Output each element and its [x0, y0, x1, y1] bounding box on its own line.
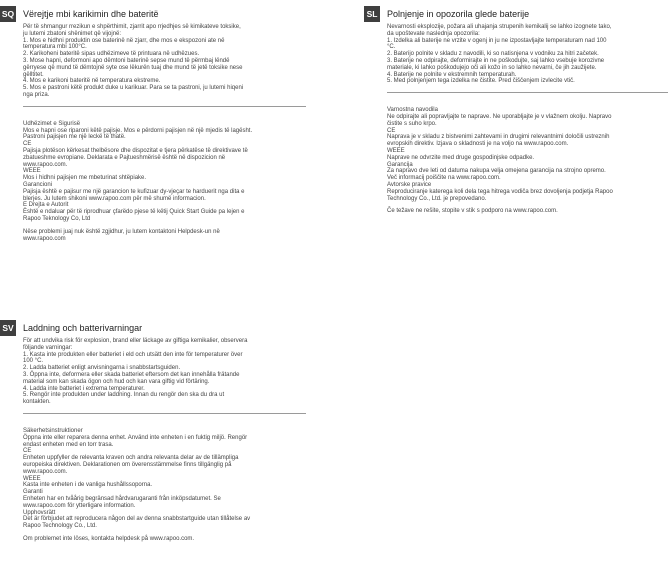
text-line: E Drejta e Autorit	[23, 202, 69, 209]
text-line: 1. Izdelka ali baterije ne vrzite v ogenj in ju ne izpostavljajte temperaturam nad 100	[387, 37, 607, 44]
warning-text-block	[387, 24, 656, 85]
section-header	[0, 5, 292, 23]
language-code-badge: SV	[0, 320, 16, 336]
text-line: Rapoo Teknology Co, Ltd	[23, 215, 91, 222]
text-line: europeiska direktiven. Deklarationen om överensstämmelse finns tillgänglig på	[23, 461, 232, 468]
text-line: 2. Baterijo polnite v skladu z navodili, ki so natisnjena v vodniku za hitri začetek.	[387, 51, 599, 58]
text-line: ju lutemi zbatoni shënimet që vijojnë:	[23, 30, 122, 37]
section-header	[0, 319, 292, 337]
text-line: Naprava je v skladu z bistvenimi zahtevami in drugimi relevantnimi določili ustreznih	[387, 134, 610, 141]
text-line: Kasta inte enheten i de vanliga hushållssoporna.	[23, 482, 153, 489]
text-line: följande varningar:	[23, 344, 73, 351]
text-line: 1. Kasta inte produkten eller batteriet i eld och utsätt den inte för temperaturer över	[23, 351, 243, 358]
text-line: blerjes. Ju lutem shikoni www.rapoo.com për më shumë informacion.	[23, 195, 206, 202]
text-line: 3. Mose hapni, deformoni apo dëmtoni baterinë sepse mund të përmbaj lëndë	[23, 57, 230, 64]
text-line: Det är förbjudet att reproducera någon del av denna snabbstartguide utan tillåtelse av	[23, 516, 251, 523]
helpdesk-text: Če težave ne rešite, stopite v stik s podporo na www.rapoo.com.	[387, 208, 558, 215]
text-line: °C.	[387, 44, 396, 51]
text-line: Technology Co., Ltd. je prepovedano.	[387, 195, 487, 202]
safety-info-block	[387, 107, 656, 202]
language-code-badge: SQ	[0, 6, 16, 22]
text-line: materiale, ki lahko poškodujejo oči ali kožo in so lahko nevarni, če jih zaužijete.	[387, 64, 597, 71]
section-slovenian	[364, 5, 656, 215]
text-line: Rapoo Technology Co., Ltd.	[23, 523, 97, 530]
text-line: 100 °C.	[23, 358, 44, 365]
text-line: Garancija	[387, 161, 413, 168]
text-line: material som kan skada ögon och hud och kan vara giftig vid förtäring.	[23, 378, 210, 385]
text-line: temperatura mbi 100°C.	[23, 44, 87, 51]
text-line: gërryese që mund të dëmtojnë syte ose lëkurën tuaj dhe mund të jetë toksike nese	[23, 64, 243, 71]
text-line: Naprave ne odvrzite med druge gospodinjske odpadke.	[387, 154, 535, 161]
text-line: Garancioni	[23, 181, 53, 188]
text-line: 5. Rengör inte produkten under laddning. Innan du rengör den ska du dra ut	[23, 392, 225, 399]
text-line: Ne odpirajte ali popravljajte te naprave. Ne uporabljajte je v vlažnem okolju. Napravo	[387, 113, 612, 120]
text-line: WEEE	[23, 475, 41, 482]
helpdesk-text-cont: www.rapoo.com	[23, 235, 66, 242]
text-line: kontakten.	[23, 399, 51, 406]
helpdesk-text: Om problemet inte löses, kontakta helpdesk på www.rapoo.com.	[23, 535, 195, 542]
text-line: 3. Baterije ne odpirajte, deformirajte in ne poškodujte, saj lahko vsebuje korozivne	[387, 57, 605, 64]
text-line: www.rapoo.com.	[23, 468, 68, 475]
text-line: WEEE	[387, 147, 405, 154]
text-line: da upoštevate naslednja opozorila:	[387, 30, 480, 37]
text-line: Öppna inte eller reparera denna enhet. Använd inte enheten i en fuktig miljö. Rengör	[23, 434, 248, 441]
warning-text-block	[23, 24, 292, 99]
text-line: Pastroni pajisjen me një leckë të thatë.	[23, 134, 126, 141]
text-line: zbatueshme evropiane. Deklarata e Pajtueshmërisë është në dispozicion në	[23, 154, 226, 161]
text-line: Reproduciranje katerega koli dela tega hitrega vodiča brez dovoljenja podjetja Rapoo	[387, 188, 613, 195]
text-line: Pajisja plotëson kërkesat thelbësore dhe dispozitat e tjera përkatëse të direktivave të	[23, 147, 248, 154]
text-line: Enheten uppfyller de relevanta kraven och andra relevanta delar av de tillämpliga	[23, 455, 239, 462]
text-line: Është e ndaluar për të riprodhuar çfarëdo pjese të këtij Quick Start Guide pa lejen e	[23, 209, 245, 216]
section-title: Vërejtje mbi karikimin dhe bateritë	[23, 9, 159, 19]
text-line: Varnostna navodila	[387, 107, 438, 114]
text-line: Garanti	[23, 489, 43, 496]
text-line: 3. Öppna inte, deformera eller skada batteriet eftersom det kan innehålla frätande	[23, 371, 240, 378]
text-line: čistite s suho krpo.	[387, 120, 437, 127]
text-line: 4. Ladda inte batteriet i extrema temperaturer.	[23, 385, 145, 392]
text-line: Mos e hapni ose riparoni këtë pajisje. Mos e përdorni pajisjen në një mjedis të lagësht.	[23, 127, 253, 134]
text-line: Nevarnosti eksplozije, požara ali uhajanja strupenih kemikalij se lahko izognete tako,	[387, 24, 612, 30]
text-line: Mos i hidhni pajisjen me mbeturinat shtëpiake.	[23, 175, 147, 182]
section-header	[364, 5, 656, 23]
text-line: nga priza.	[23, 91, 50, 98]
divider	[23, 413, 306, 414]
text-line: endast enheten med en torr trasa.	[23, 441, 114, 448]
text-line: 2. Karikoheni bateritë sipas udhëzimeve të printuara në udhëzues.	[23, 51, 200, 58]
text-line: CE	[23, 141, 32, 148]
text-line: Për të shmangur rrezikun e shpërthimit, zjarrit apo rrjedhjes së kimikateve toksike,	[23, 24, 241, 30]
text-line: CE	[387, 127, 396, 134]
section-albanian	[0, 5, 292, 242]
text-line: 4. Baterije ne polnite v ekstremnih temperaturah.	[387, 71, 517, 78]
text-line: Pajisja është e pajisur me një garancion te kufizuar dy-vjeçar te harduerit nga dita e	[23, 188, 245, 195]
text-line: evropskih direktiv. Izjava o skladnosti je na voljo na www.rapoo.com.	[387, 141, 569, 148]
section-swedish	[0, 319, 292, 543]
text-line: Avtorske pravice	[387, 181, 432, 188]
section-title: Laddning och batterivarningar	[23, 323, 143, 333]
section-title: Polnjenje in opozorila glede baterije	[387, 9, 530, 19]
text-line: 5. Med polnjenjem tega izdelka ne čistite. Pred čiščenjem izvlecite vtič.	[387, 78, 575, 85]
text-line: Enheten har en tvåårig begränsad hårdvarugaranti från inköpsdatumet. Se	[23, 495, 221, 502]
warning-text-block	[23, 338, 292, 406]
divider	[387, 92, 668, 93]
text-line: 5. Mos e pastroni këtë produkt duke u karikuar. Para se ta pastroni, ju lutemi hiqeni	[23, 85, 244, 92]
text-line: www.rapoo.com.	[23, 161, 68, 168]
text-line: CE	[23, 448, 32, 455]
text-line: 4. Mos e karikoni bateritë në temperatura ekstreme.	[23, 78, 161, 85]
text-line: Za napravo dve leti od datuma nakupa velja omejena garancija na strojno opremo.	[387, 168, 606, 175]
safety-info-block	[23, 428, 292, 530]
text-line: Več informacij poiščite na www.rapoo.com.	[387, 175, 501, 182]
text-line: www.rapoo.com för ytterligare information.	[23, 502, 136, 509]
divider	[23, 106, 306, 107]
text-line: 1. Mos e hidhni produktin ose baterinë në zjarr, dhe mos e ekspozoni ate në	[23, 37, 225, 44]
helpdesk-text: Nëse problemi juaj nuk është zgjidhur, ju lutem kontaktoni Helpdesk-un në	[23, 228, 220, 235]
text-line: 2. Ladda batteriet enligt anvisningarna i snabbstartsguiden.	[23, 365, 181, 372]
text-line: Udhëzimet e Sigurisë	[23, 120, 81, 127]
text-line: För att undvika risk för explosion, brand eller läckage av giftiga kemikalier, observera	[23, 338, 248, 344]
text-line: WEEE	[23, 168, 41, 175]
language-code-badge: SL	[364, 6, 380, 22]
text-line: Säkerhetsinstruktioner	[23, 427, 83, 434]
text-line: Upphovsrätt	[23, 509, 56, 516]
text-line: gëlltitet.	[23, 71, 44, 78]
safety-info-block	[23, 121, 292, 223]
